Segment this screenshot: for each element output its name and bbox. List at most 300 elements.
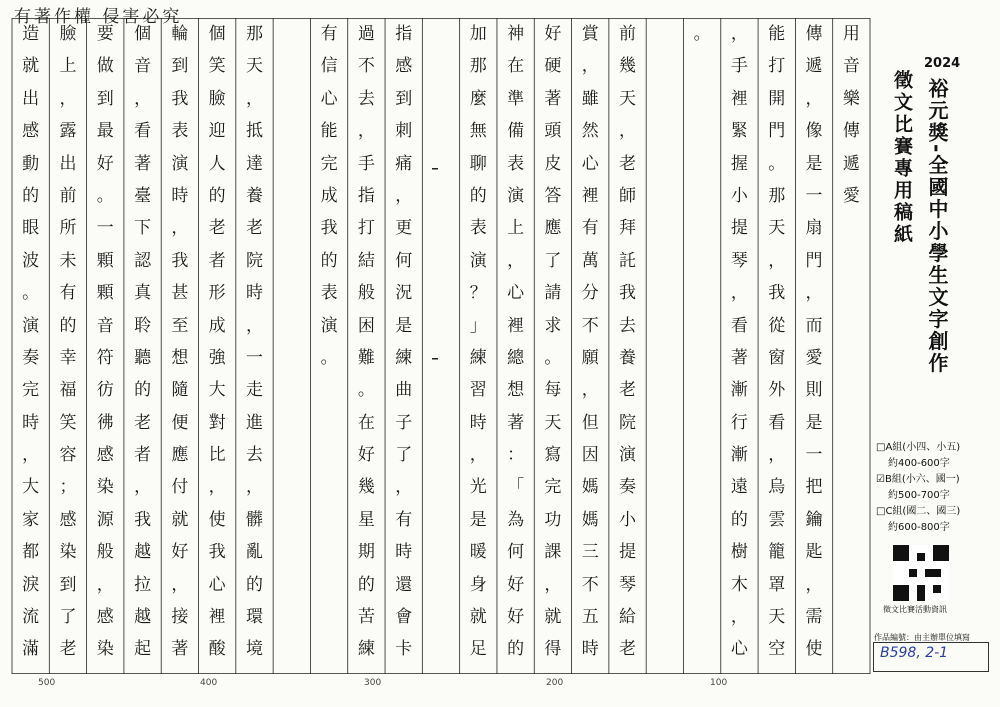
char-cell: 心 [507, 283, 525, 304]
char-cell: 手 [730, 56, 748, 77]
char-cell: 所 [59, 218, 77, 239]
char-cell: 。 [320, 347, 338, 368]
char-cell: 環 [245, 607, 263, 628]
text-column [468, 18, 488, 674]
char-cell: 的 [245, 574, 263, 595]
char-cell: ， [134, 88, 152, 109]
char-cell: 了 [544, 250, 562, 271]
char-cell: 露 [59, 121, 77, 142]
char-cell: 達 [245, 153, 263, 174]
char-cell: 打 [768, 56, 786, 77]
char-cell: 去 [357, 88, 375, 109]
char-cell: 給 [619, 607, 637, 628]
char-cell: 著 [507, 412, 525, 433]
contest-subtitle: 徵文比賽專用稿紙 [891, 70, 913, 246]
char-cell: 是 [395, 315, 413, 336]
char-cell: 演 [22, 315, 40, 336]
char-cell: 扇 [805, 218, 823, 239]
char-cell: 小 [619, 509, 637, 530]
char-cell: 還 [395, 574, 413, 595]
char-cell: 一 [805, 185, 823, 206]
char-cell: 的 [730, 509, 748, 530]
char-cell: 上 [59, 56, 77, 77]
char-cell: 硬 [544, 56, 562, 77]
char-cell: 願 [581, 347, 599, 368]
char-cell: 前 [619, 24, 637, 44]
char-cell: 著 [544, 88, 562, 109]
char-cell: 天 [619, 88, 637, 109]
char-cell: 走 [245, 380, 263, 401]
char-cell: 我 [134, 509, 152, 530]
char-cell: ， [22, 445, 40, 466]
char-cell: 遞 [805, 56, 823, 77]
char-cell: 手 [357, 153, 375, 174]
char-cell: 求 [544, 315, 562, 336]
work-number-label: 作品編號：由主辦單位填寫 [874, 633, 970, 642]
char-cell: 對 [208, 412, 226, 433]
char-cell: 寫 [544, 445, 562, 466]
char-cell: 時 [171, 185, 189, 206]
char-cell: 痛 [395, 153, 413, 174]
char-cell: 臉 [59, 24, 77, 44]
char-cell: 的 [507, 639, 525, 660]
char-cell: 時 [395, 542, 413, 563]
text-column [580, 18, 600, 674]
char-cell: 行 [730, 412, 748, 433]
char-cell: 琴 [619, 574, 637, 595]
char-cell: 結 [357, 250, 375, 271]
char-cell: 皮 [544, 153, 562, 174]
char-cell: 能 [768, 24, 786, 44]
char-cell: 而 [805, 315, 823, 336]
char-cell: 窗 [768, 347, 786, 368]
char-cell: 萬 [581, 250, 599, 271]
char-cell: 我 [171, 250, 189, 271]
char-cell: 大 [22, 477, 40, 498]
char-cell: 打 [357, 218, 375, 239]
char-cell: 應 [544, 218, 562, 239]
char-cell: 門 [768, 121, 786, 142]
char-cell: 有 [59, 283, 77, 304]
char-cell: 暖 [469, 542, 487, 563]
char-cell: ， [357, 121, 375, 142]
char-cell: 演 [469, 250, 487, 271]
char-cell: 境 [245, 639, 263, 660]
char-cell: ， [581, 56, 599, 77]
char-cell: 漸 [730, 380, 748, 401]
char-cell: 苦 [357, 607, 375, 628]
char-cell: 做 [96, 56, 114, 77]
char-cell: 越 [134, 542, 152, 563]
char-cell: 就 [171, 509, 189, 530]
char-cell: 心 [730, 639, 748, 660]
char-cell: 的 [134, 380, 152, 401]
char-cell: 練 [395, 347, 413, 368]
char-cell: 分 [581, 283, 599, 304]
char-cell: 感 [59, 509, 77, 530]
contest-year: 2024 [924, 56, 961, 71]
char-cell: ， [395, 477, 413, 498]
char-cell: 我 [171, 88, 189, 109]
qr-code[interactable] [893, 545, 949, 601]
char-cell: ， [96, 574, 114, 595]
char-cell: 抵 [245, 121, 263, 142]
text-column [244, 18, 264, 674]
char-cell: 不 [357, 56, 375, 77]
char-cell: 院 [245, 250, 263, 271]
char-cell: 幾 [357, 477, 375, 498]
char-cell: 表 [507, 153, 525, 174]
char-cell: 在 [507, 56, 525, 77]
char-cell: 造 [22, 24, 40, 44]
char-cell: 人 [208, 153, 226, 174]
group-options [876, 442, 960, 538]
char-cell: 出 [59, 153, 77, 174]
char-cell: 何 [395, 250, 413, 271]
text-column [618, 18, 638, 674]
char-cell: 星 [357, 509, 375, 530]
char-cell: 演 [171, 153, 189, 174]
char-cell: ， [730, 24, 748, 44]
char-cell: 足 [469, 639, 487, 660]
char-cell: 老 [245, 218, 263, 239]
text-column [431, 18, 451, 674]
char-cell: 時 [469, 412, 487, 433]
char-cell: 每 [544, 380, 562, 401]
char-cell: 準 [507, 88, 525, 109]
char-cell: 。 [544, 347, 562, 368]
char-count-marker: 200 [546, 678, 564, 688]
char-cell: 「 [507, 477, 525, 498]
char-cell: 最 [96, 121, 114, 142]
char-cell: ？ [469, 283, 487, 304]
char-cell: ， [59, 88, 77, 109]
char-cell: ， [507, 250, 525, 271]
char-cell: 那 [469, 56, 487, 77]
char-cell: 髒 [245, 509, 263, 530]
char-cell: 好 [357, 445, 375, 466]
char-cell: 然 [581, 121, 599, 142]
char-cell: 福 [59, 380, 77, 401]
text-column [767, 18, 787, 674]
char-cell: 琴 [730, 250, 748, 271]
char-count-marker: 500 [38, 678, 56, 688]
text-column [133, 18, 153, 674]
char-cell: 無 [469, 121, 487, 142]
char-cell: 媽 [581, 477, 599, 498]
char-cell: 染 [59, 542, 77, 563]
char-cell: 籠 [768, 542, 786, 563]
char-cell: 奏 [22, 347, 40, 368]
char-cell: ， [619, 121, 637, 142]
char-cell: 就 [22, 56, 40, 77]
char-cell: 練 [357, 639, 375, 660]
char-cell: 好 [544, 24, 562, 44]
char-cell: 請 [544, 283, 562, 304]
char-cell: 不 [581, 315, 599, 336]
char-cell: 養 [619, 347, 637, 368]
char-cell: 到 [96, 88, 114, 109]
text-column [394, 18, 414, 674]
char-cell: 外 [768, 380, 786, 401]
char-cell: 都 [22, 542, 40, 563]
char-cell: 課 [544, 542, 562, 563]
char-cell: 為 [507, 509, 525, 530]
char-cell: 臺 [134, 185, 152, 206]
char-cell: 過 [357, 24, 375, 44]
char-cell: 期 [357, 542, 375, 563]
char-cell: ： [507, 445, 525, 466]
char-cell: 幾 [619, 56, 637, 77]
char-cell: 我 [320, 218, 338, 239]
char-cell: 著 [134, 153, 152, 174]
char-cell: 老 [619, 639, 637, 660]
char-cell: ， [768, 445, 786, 466]
char-cell: 裡 [507, 315, 525, 336]
char-cell: 就 [544, 607, 562, 628]
char-cell: 真 [134, 283, 152, 304]
group-a: □A組(小四、小五) 約400-600字 [876, 442, 961, 469]
char-cell: 信 [320, 56, 338, 77]
char-cell: 。 [96, 185, 114, 206]
work-number: B598, 2-1 [880, 645, 949, 661]
char-cell: 傳 [805, 24, 823, 44]
char-cell: 好 [507, 574, 525, 595]
char-cell: 老 [619, 153, 637, 174]
char-cell: 完 [544, 477, 562, 498]
char-cell: 染 [96, 477, 114, 498]
char-cell: 空 [768, 639, 786, 660]
char-cell: 聆 [134, 315, 152, 336]
char-cell: 奏 [619, 477, 637, 498]
char-cell: 刺 [395, 121, 413, 142]
char-cell: 動 [22, 153, 40, 174]
char-cell: 是 [805, 153, 823, 174]
char-cell: 大 [208, 380, 226, 401]
char-cell: 眼 [22, 218, 40, 239]
char-cell: 有 [395, 509, 413, 530]
char-cell: 想 [507, 380, 525, 401]
char-cell: 門 [805, 250, 823, 271]
char-cell: 個 [208, 24, 226, 44]
char-cell: 感 [22, 121, 40, 142]
char-cell: 下 [134, 218, 152, 239]
char-cell: 則 [805, 380, 823, 401]
char-cell: 更 [395, 218, 413, 239]
char-cell: 時 [245, 283, 263, 304]
char-cell: 音 [842, 56, 860, 77]
char-cell: 難 [357, 347, 375, 368]
char-cell: 般 [357, 283, 375, 304]
char-cell: 是 [805, 412, 823, 433]
char-cell: 的 [320, 250, 338, 271]
char-cell: 了 [59, 607, 77, 628]
char-cell: 甚 [171, 283, 189, 304]
char-cell: 指 [395, 24, 413, 44]
char-cell: 有 [581, 218, 599, 239]
char-cell: 好 [96, 153, 114, 174]
char-cell: 起 [134, 639, 152, 660]
char-cell: ， [805, 574, 823, 595]
char-cell: 笑 [208, 56, 226, 77]
char-cell: 養 [245, 185, 263, 206]
char-cell: 成 [208, 315, 226, 336]
char-cell: 笑 [59, 412, 77, 433]
char-cell: 演 [507, 185, 525, 206]
char-cell: 著 [730, 347, 748, 368]
char-cell: 不 [581, 574, 599, 595]
char-cell: 老 [208, 218, 226, 239]
char-cell: 匙 [805, 542, 823, 563]
char-cell: 有 [320, 24, 338, 44]
char-cell: 顆 [96, 250, 114, 271]
char-cell: 握 [730, 153, 748, 174]
char-cell: 要 [96, 24, 114, 44]
char-cell: 把 [805, 477, 823, 498]
char-cell: 感 [395, 56, 413, 77]
char-cell: ， [469, 445, 487, 466]
char-cell: 用 [842, 24, 860, 44]
char-cell: 我 [619, 283, 637, 304]
text-column [543, 18, 563, 674]
char-cell: ， [730, 283, 748, 304]
char-cell: 練 [469, 347, 487, 368]
text-column [170, 18, 190, 674]
text-column [207, 18, 227, 674]
char-cell: 心 [581, 153, 599, 174]
text-column [95, 18, 115, 674]
char-cell: 時 [22, 412, 40, 433]
char-cell: 至 [171, 315, 189, 336]
char-cell: 老 [134, 412, 152, 433]
char-cell: 越 [134, 607, 152, 628]
char-cell: 好 [507, 607, 525, 628]
char-cell: 便 [171, 412, 189, 433]
char-cell: 到 [395, 88, 413, 109]
char-cell: 備 [507, 121, 525, 142]
char-cell: 神 [507, 24, 525, 44]
char-cell: ， [544, 574, 562, 595]
char-cell: 傳 [842, 121, 860, 142]
char-cell: 一 [245, 347, 263, 368]
char-cell: 院 [619, 412, 637, 433]
char-cell: 完 [320, 153, 338, 174]
char-cell: 演 [619, 445, 637, 466]
char-cell: 頭 [544, 121, 562, 142]
char-cell: 曲 [395, 380, 413, 401]
char-cell: 因 [581, 445, 599, 466]
char-cell: 功 [544, 509, 562, 530]
char-cell: 遞 [842, 153, 860, 174]
char-cell: 五 [581, 607, 599, 628]
char-cell: 演 [320, 315, 338, 336]
char-cell: 總 [507, 347, 525, 368]
char-cell: 那 [768, 185, 786, 206]
char-cell: 使 [805, 639, 823, 660]
text-column [729, 18, 749, 674]
char-cell: 那 [245, 24, 263, 44]
char-cell: 天 [768, 218, 786, 239]
text-column [319, 18, 339, 674]
char-cell: 應 [171, 445, 189, 466]
char-cell: 三 [581, 542, 599, 563]
text-column [692, 18, 712, 674]
char-cell: 加 [469, 24, 487, 44]
text-column [506, 18, 526, 674]
char-cell: 心 [320, 88, 338, 109]
char-cell: 一 [96, 218, 114, 239]
char-cell: 顆 [96, 283, 114, 304]
char-cell: 形 [208, 283, 226, 304]
text-column [21, 18, 41, 674]
char-cell: 得 [544, 639, 562, 660]
char-cell: 心 [208, 574, 226, 595]
char-cell: 雲 [768, 509, 786, 530]
char-cell: 亂 [245, 542, 263, 563]
copyright-notice: 有著作權 侵害必究 [14, 7, 183, 27]
char-cell: 滿 [22, 639, 40, 660]
char-cell: 麼 [469, 88, 487, 109]
char-cell: 是 [469, 509, 487, 530]
char-cell: 表 [171, 121, 189, 142]
char-cell: 出 [22, 88, 40, 109]
text-column [841, 18, 861, 674]
char-cell: 光 [469, 477, 487, 498]
char-cell: 裡 [208, 607, 226, 628]
char-cell: 木 [730, 574, 748, 595]
char-cell: 聊 [469, 153, 487, 174]
group-c: □C組(國二、國三) 約600-800字 [876, 506, 961, 533]
char-cell: 前 [59, 185, 77, 206]
char-cell: 的 [357, 574, 375, 595]
char-cell: 者 [208, 250, 226, 271]
char-cell: 了 [395, 445, 413, 466]
char-cell: 者 [134, 445, 152, 466]
char-cell: ， [805, 88, 823, 109]
char-cell: 需 [805, 607, 823, 628]
char-cell: 天 [245, 56, 263, 77]
text-column [58, 18, 78, 674]
char-cell: 上 [507, 218, 525, 239]
char-cell: ， [768, 250, 786, 271]
char-cell: 我 [768, 283, 786, 304]
char-cell: 拜 [619, 218, 637, 239]
char-cell: 幸 [59, 347, 77, 368]
char-cell: 認 [134, 250, 152, 271]
char-cell: 看 [134, 121, 152, 142]
char-cell: 的 [208, 185, 226, 206]
char-cell: 好 [171, 542, 189, 563]
char-cell: 家 [22, 509, 40, 530]
char-count-marker: 300 [364, 678, 382, 688]
char-cell: ， [134, 477, 152, 498]
char-cell: 愛 [842, 185, 860, 206]
char-cell: 在 [357, 412, 375, 433]
char-cell: 一 [805, 445, 823, 466]
char-cell: 感 [96, 607, 114, 628]
char-cell: 小 [730, 185, 748, 206]
char-cell: 源 [96, 509, 114, 530]
char-cell: 況 [395, 283, 413, 304]
char-cell: ， [581, 380, 599, 401]
char-cell: 聽 [134, 347, 152, 368]
text-column [804, 18, 824, 674]
char-cell: 著 [171, 639, 189, 660]
char-cell: 臉 [208, 88, 226, 109]
char-cell: 未 [59, 250, 77, 271]
char-cell: ， [171, 218, 189, 239]
char-count-marker: 400 [200, 678, 218, 688]
